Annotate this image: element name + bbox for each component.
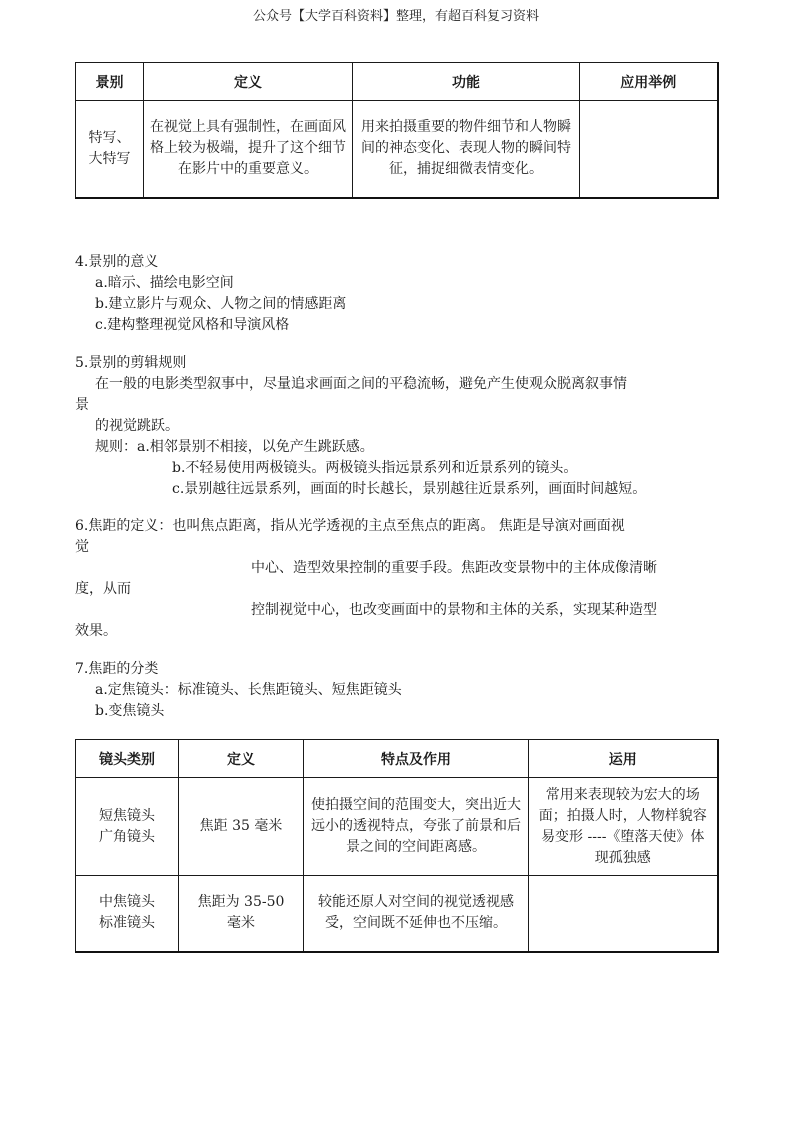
table-header-row	[76, 63, 718, 101]
table-row	[76, 876, 718, 952]
column-header: 定义	[144, 63, 353, 101]
table-cell-definition: 焦距 35 毫米	[179, 778, 304, 876]
paragraph-line: 觉	[75, 539, 89, 555]
table-cell-function: 用来拍摄重要的物件细节和人物瞬间的神态变化、表现人物的瞬间特征，捕捉细微表情变化。	[353, 101, 580, 198]
table-cell-example	[580, 101, 718, 198]
column-header: 定义	[179, 740, 304, 778]
table-cell-usage	[529, 876, 718, 952]
table-cell-definition: 焦距为 35-50 毫米	[179, 876, 304, 952]
section-title: 7.焦距的分类	[75, 661, 159, 677]
paragraph-line: 效果。	[75, 623, 117, 639]
column-header: 应用举例	[580, 63, 718, 101]
paragraph-line: 景	[75, 397, 89, 413]
table-cell-usage: 常用来表现较为宏大的场面；拍摄人时，人物样貌容易变形 ----《堕落天使》体现孤独感	[529, 778, 718, 876]
column-header: 功能	[353, 63, 580, 101]
list-item: a.定焦镜头：标准镜头、长焦距镜头、短焦距镜头	[95, 682, 402, 698]
rule-item: b.不轻易使用两极镜头。两极镜头指远景系列和近景系列的镜头。	[172, 460, 578, 476]
column-header: 特点及作用	[304, 740, 529, 778]
section-4	[75, 252, 725, 336]
table-cell-lens-type: 短焦镜头 广角镜头	[76, 778, 179, 876]
rule-item: c.景别越往远景系列，画面的时长越长，景别越往近景系列，画面时间越短。	[172, 481, 647, 497]
list-item: c.建构整理视觉风格和导演风格	[95, 317, 290, 333]
table-cell-features: 较能还原人对空间的视觉透视感受，空间既不延伸也不压缩。	[304, 876, 529, 952]
rule-item: 规则：a.相邻景别不相接，以免产生跳跃感。	[95, 439, 374, 455]
paragraph-line: 中心、造型效果控制的重要手段。焦距改变景物中的主体成像清晰	[251, 560, 657, 576]
section-7	[75, 659, 725, 722]
column-header: 景别	[76, 63, 144, 101]
table-row	[76, 778, 718, 876]
focal-length-table	[75, 739, 719, 953]
column-header: 运用	[529, 740, 718, 778]
column-header: 镜头类别	[76, 740, 179, 778]
table-cell-lens-type: 中焦镜头 标准镜头	[76, 876, 179, 952]
table-cell-features: 使拍摄空间的范围变大，突出近大远小的透视特点，夸张了前景和后景之间的空间距离感。	[304, 778, 529, 876]
paragraph-line: 的视觉跳跃。	[95, 418, 179, 434]
section-title: 5.景别的剪辑规则	[75, 355, 187, 371]
paragraph-line: 控制视觉中心，也改变画面中的景物和主体的关系，实现某种造型	[251, 602, 657, 618]
paragraph-line: 6.焦距的定义：也叫焦点距离，指从光学透视的主点至焦点的距离。 焦距是导演对画面视	[75, 518, 625, 534]
section-6	[75, 516, 725, 642]
paragraph-line: 在一般的电影类型叙事中，尽量追求画面之间的平稳流畅，避免产生使观众脱离叙事情	[95, 376, 627, 392]
list-item: a.暗示、描绘电影空间	[95, 275, 234, 291]
page-header: 公众号【大学百科资料】整理，有超百科复习资料	[252, 9, 539, 24]
section-title: 4.景别的意义	[75, 254, 159, 270]
paragraph-line: 度，从而	[75, 581, 131, 597]
table-row	[76, 101, 718, 198]
table-cell-scale: 特写、大特写	[76, 101, 144, 198]
section-5	[75, 353, 725, 500]
list-item: b.变焦镜头	[95, 703, 165, 719]
table-cell-definition: 在视觉上具有强制性，在画面风格上较为极端，提升了这个细节在影片中的重要意义。	[144, 101, 353, 198]
shot-scale-table	[75, 62, 719, 199]
list-item: b.建立影片与观众、人物之间的情感距离	[95, 296, 347, 312]
table-header-row	[76, 740, 718, 778]
